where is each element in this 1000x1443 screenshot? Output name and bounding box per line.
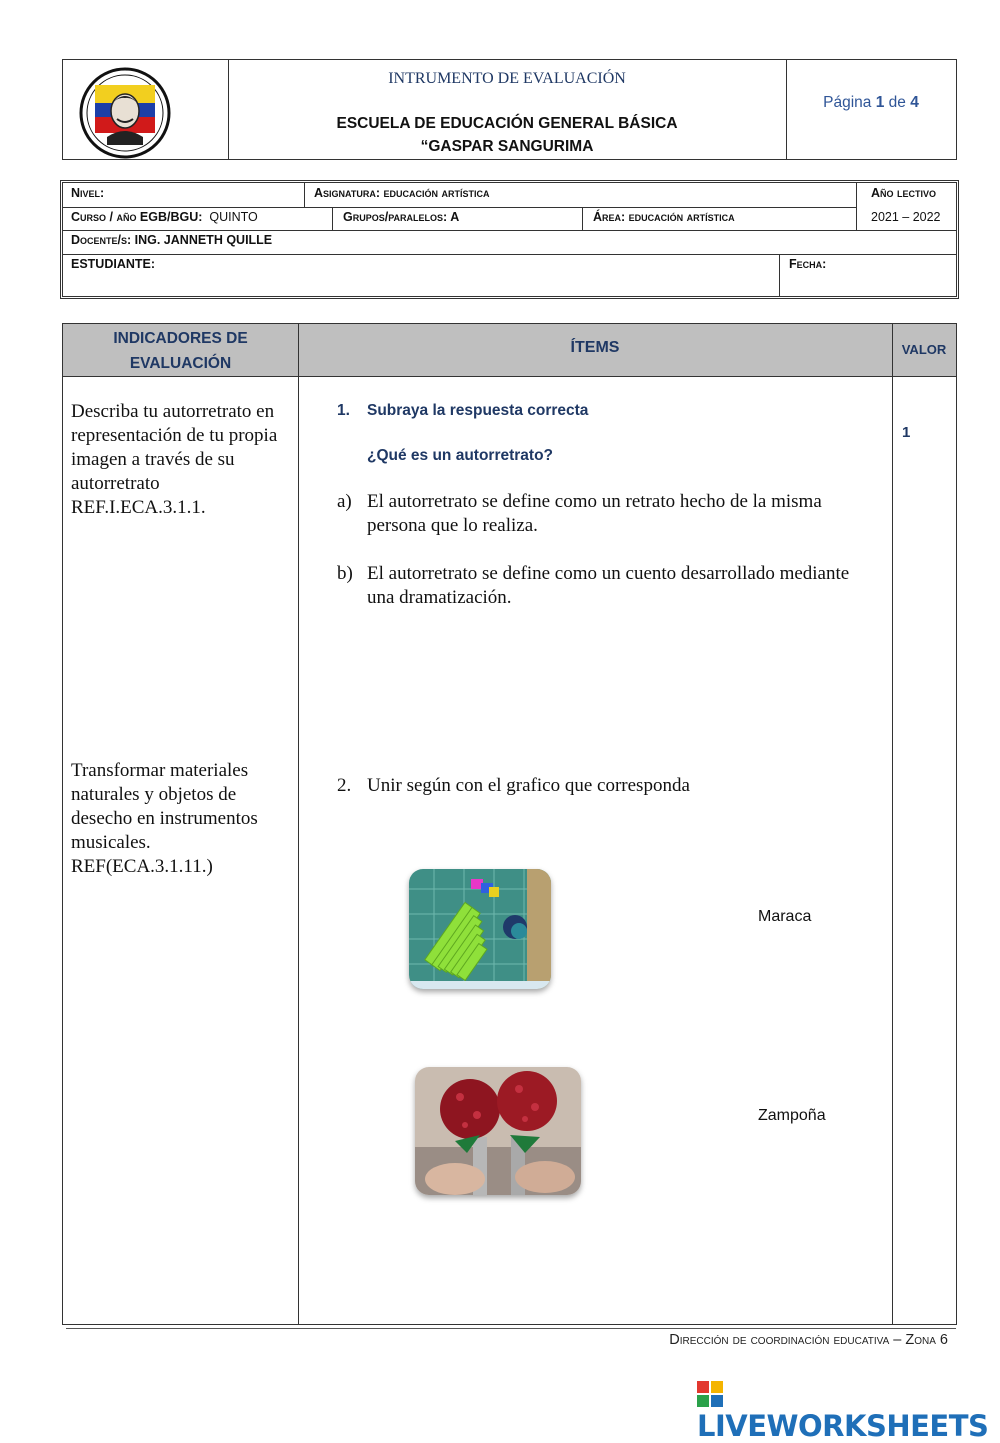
option-a[interactable]: a) El autorretrato se define como un retrato hecho de la misma persona que lo realiza. (337, 491, 822, 536)
asignatura-label: Asignatura: educación artística (314, 186, 490, 200)
question1-title: Subraya la respuesta correcta (367, 402, 589, 419)
page-indicator-cell (786, 60, 956, 159)
docente-label: Docente/s: ING. JANNETH QUILLE (71, 233, 273, 247)
student-info-table (62, 182, 957, 297)
footer-text: Dirección de coordinación educativa – Zona 6 (669, 1332, 948, 1348)
footer-divider (66, 1328, 956, 1329)
col-indicadores-header: INDICADORES DE EVALUACIÓN (113, 330, 248, 372)
panpipe-image (409, 869, 551, 989)
option-b[interactable]: b) El autorretrato se define como un cuento desarrollado mediante una dramatización. (337, 563, 850, 608)
col-items-header: ÍTEMS (570, 339, 620, 356)
fecha-label: Fecha: (789, 257, 827, 271)
estudiante-label: ESTUDIANTE: (71, 257, 156, 271)
anio-lectivo-label: Año lectivo (871, 186, 937, 200)
instrument-title: INTRUMENTO DE EVALUACIÓN (388, 70, 626, 87)
school-name-line2: “GASPAR SANGURIMA (420, 138, 594, 155)
question2-title: 2. Unir según con el grafico que corresponda (337, 775, 690, 796)
curso-field: Curso / año EGB/BGU: QUINTO (71, 210, 258, 224)
liveworksheets-logo-icon (697, 1381, 723, 1407)
page-indicator: Página 1 de 4 (823, 94, 919, 111)
liveworksheets-brand (697, 1375, 1000, 1443)
maracas-photo[interactable] (415, 1067, 581, 1195)
logo-cell (63, 60, 229, 159)
maracas-image (415, 1067, 581, 1195)
evaluation-table (62, 323, 957, 1325)
question1-number: 1. (337, 402, 350, 419)
school-seal-icon (77, 65, 173, 161)
document-header (62, 59, 957, 160)
indicator-1: Describa tu autorretrato en representación de tu propia imagen a través de su autorretrato REF.I.ECA.3.1.1. (71, 401, 278, 518)
nivel-label: Nivel: (71, 186, 105, 200)
word-zampona[interactable]: Zampoña (758, 1107, 826, 1124)
panpipe-photo[interactable] (409, 869, 551, 989)
col-valor-header: VALOR (901, 342, 947, 357)
school-title-cell (228, 60, 787, 159)
value-1: 1 (902, 424, 911, 441)
brand-text: LIVEWORKSHEETS (697, 1409, 989, 1443)
grupos-label: Grupos/paralelos: A (343, 210, 460, 224)
word-maraca[interactable]: Maraca (758, 908, 812, 925)
area-label: Área: educación artística (593, 210, 735, 224)
indicator-2: Transformar materiales naturales y objetos de desecho en instrumentos musicales. REF(ECA.3.1.11.) (71, 760, 258, 877)
anio-lectivo-value: 2021 – 2022 (871, 210, 941, 224)
school-name-line1: ESCUELA DE EDUCACIÓN GENERAL BÁSICA (336, 115, 678, 132)
question1-prompt: ¿Qué es un autorretrato? (367, 447, 554, 464)
